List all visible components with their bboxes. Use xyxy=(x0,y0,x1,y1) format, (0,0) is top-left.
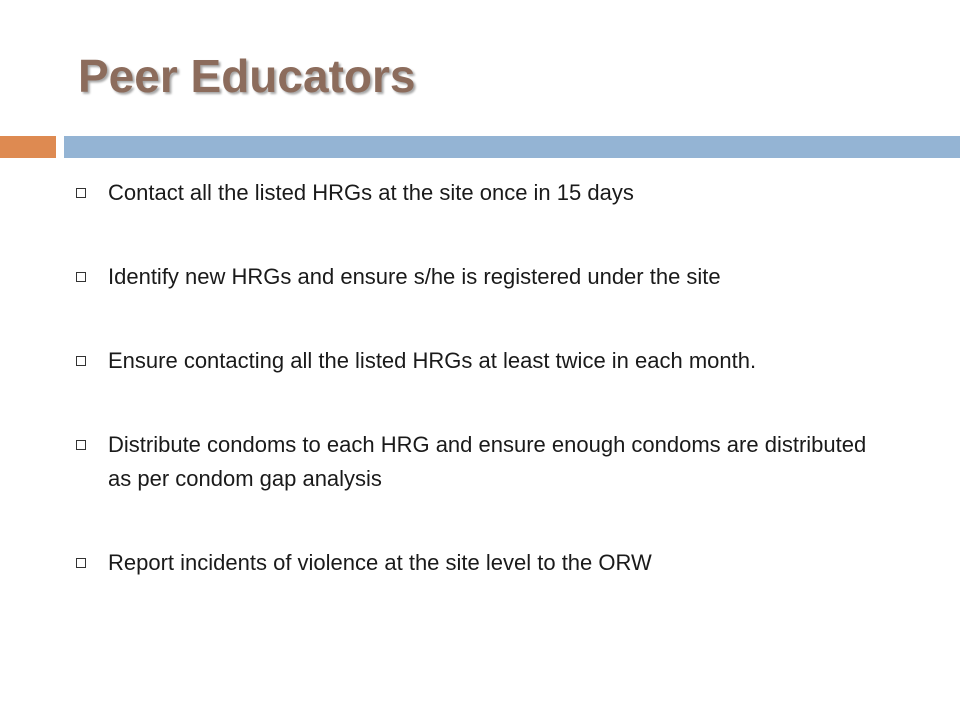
hollow-square-icon xyxy=(76,272,86,282)
bullet-item xyxy=(76,260,876,294)
title-underline-bar xyxy=(64,136,960,158)
bullet-item xyxy=(76,176,876,210)
hollow-square-icon xyxy=(76,558,86,568)
bullet-item xyxy=(76,546,876,580)
bullet-text: Identify new HRGs and ensure s/he is registered under the site xyxy=(108,264,721,289)
bullet-list xyxy=(76,176,876,580)
bullet-item xyxy=(76,428,876,496)
slide-title: Peer Educators xyxy=(78,50,416,102)
bullet-text: Ensure contacting all the listed HRGs at least twice in each month. xyxy=(108,348,757,373)
hollow-square-icon xyxy=(76,440,86,450)
hollow-square-icon xyxy=(76,356,86,366)
bullet-text: Contact all the listed HRGs at the site once in 15 days xyxy=(108,180,634,205)
hollow-square-icon xyxy=(76,188,86,198)
bullet-item xyxy=(76,344,876,378)
bullet-text: Distribute condoms to each HRG and ensure enough condoms are distributed as per condom gap analysis xyxy=(108,432,867,491)
bullet-text: Report incidents of violence at the site level to the ORW xyxy=(108,550,652,575)
title-accent-bar xyxy=(0,136,56,158)
